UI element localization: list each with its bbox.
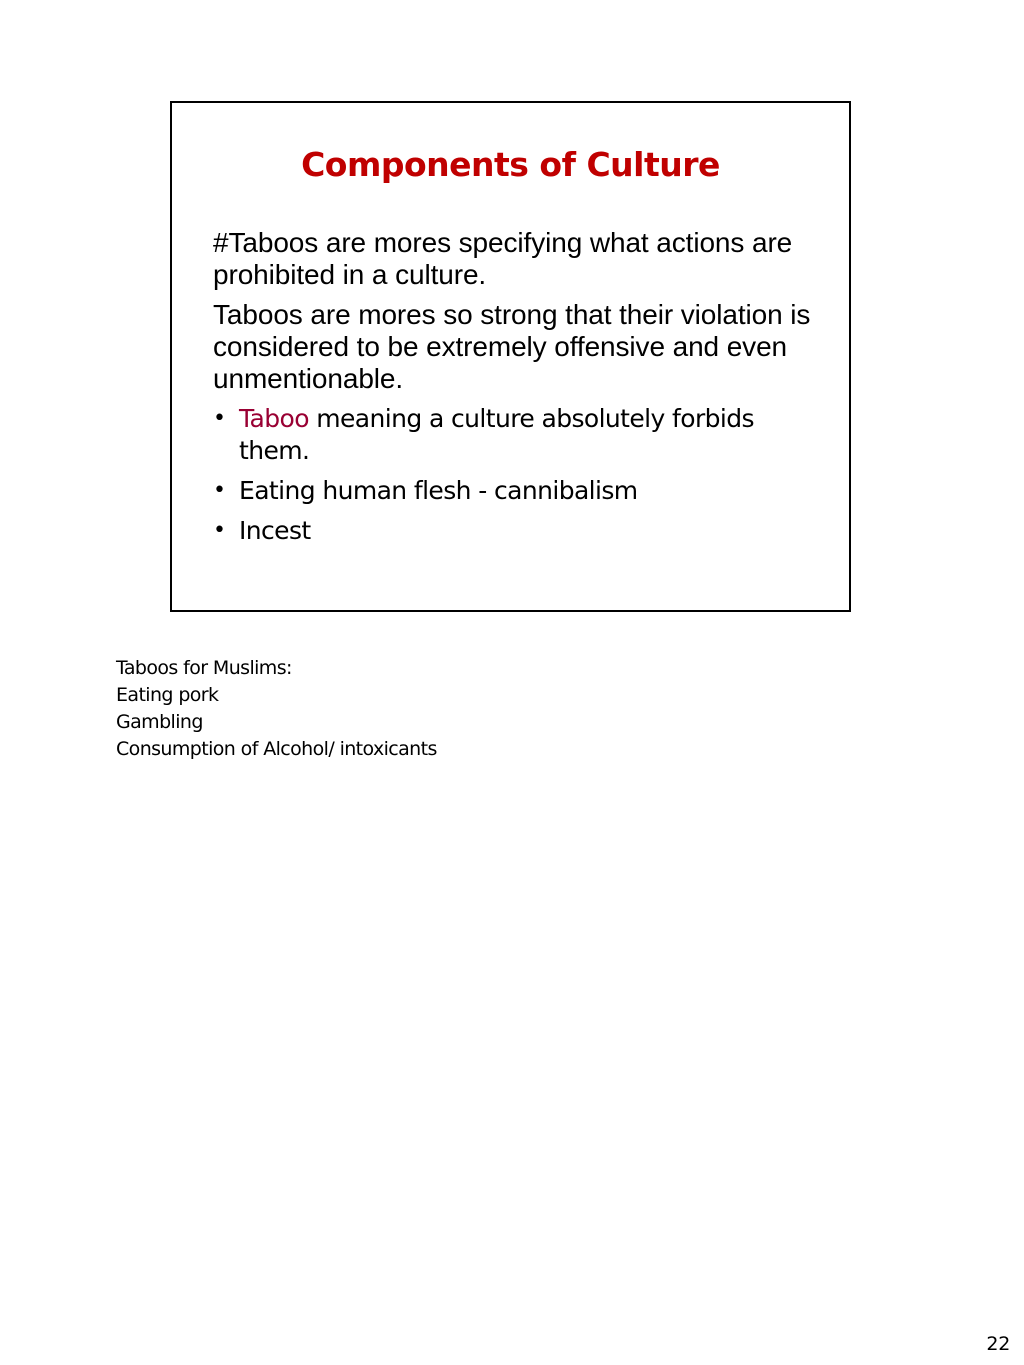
- bullet-list: [213, 403, 813, 547]
- bullet-item: [213, 515, 813, 547]
- page-number: 22: [986, 1333, 1010, 1355]
- bullet-marker: •: [213, 406, 226, 431]
- slide-paragraph-2: Taboos are mores so strong that their violation is considered to be extremely offensive and even unmentionable.: [213, 299, 811, 394]
- bullet-text: Incest: [239, 516, 311, 545]
- bullet-marker: •: [213, 478, 226, 503]
- notes-line: Consumption of Alcohol/ intoxicants: [116, 738, 437, 760]
- notes-line: Taboos for Muslims:: [116, 657, 292, 679]
- slide-frame: [170, 101, 851, 612]
- slide-body: [213, 227, 813, 555]
- speaker-notes: [116, 655, 437, 763]
- bullet-text: Eating human flesh - cannibalism: [239, 476, 638, 505]
- bullet-text: meaning a culture absolutely forbids them.: [239, 404, 754, 465]
- bullet-item: [213, 403, 813, 467]
- bullet-item: [213, 475, 813, 507]
- slide-paragraph-1: #Taboos are mores specifying what actions are prohibited in a culture.: [213, 227, 793, 290]
- bullet-marker: •: [213, 518, 226, 543]
- notes-line: Eating pork: [116, 684, 219, 706]
- notes-line: Gambling: [116, 711, 203, 733]
- bullet-highlight: Taboo: [239, 404, 309, 433]
- slide-title: Components of Culture: [301, 145, 720, 184]
